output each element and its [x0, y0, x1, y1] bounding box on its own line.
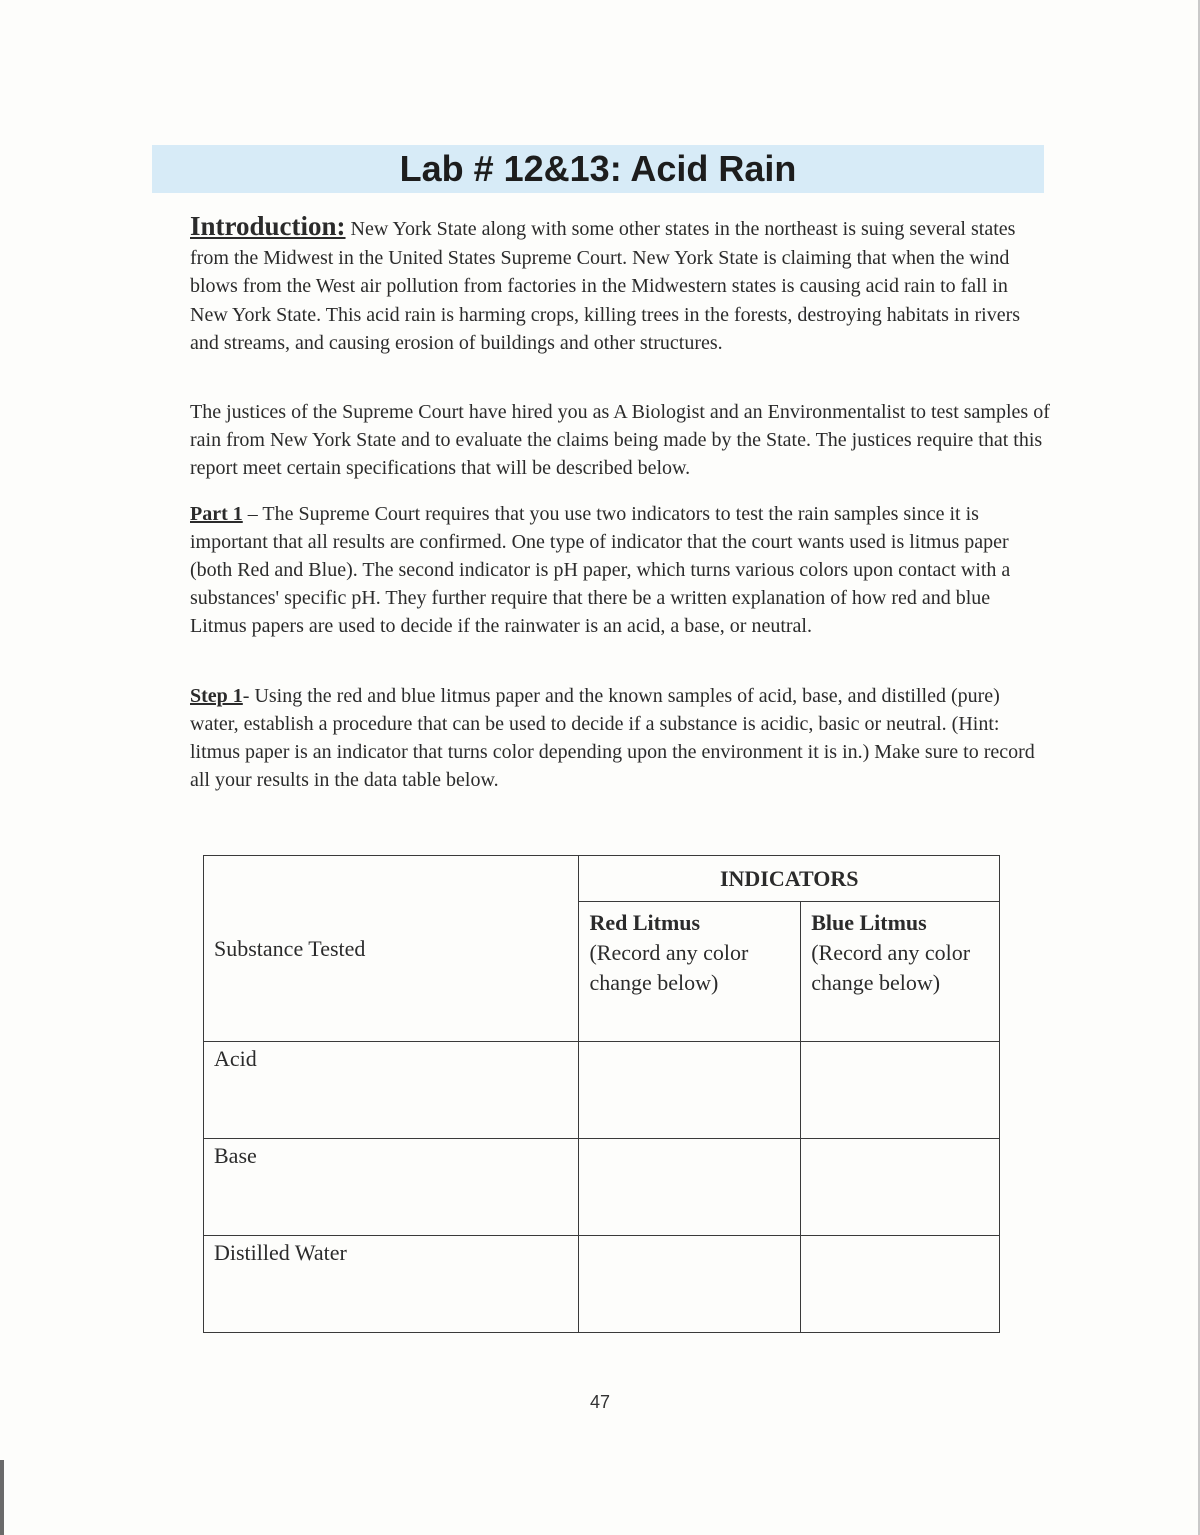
page-title: Lab # 12&13: Acid Rain [399, 148, 797, 189]
blue-litmus-header [801, 902, 1000, 1042]
red-litmus-note: (Record any color change below) [589, 940, 749, 995]
step1-text: - Using the red and blue litmus paper and the known samples of acid, base, and distilled (pure) water, establish a procedure that can be used to decide if a substance is acidic, basic or neutral. (Hint: litmus paper is an indicator that turns color depending upon the environment it is in.) Make sure to record all your results in the data table below. [190, 685, 1035, 791]
introduction-heading: Introduction: [190, 211, 346, 241]
part1-paragraph [190, 500, 1050, 640]
blue-litmus-title: Blue Litmus [811, 910, 927, 935]
introduction-paragraph [190, 212, 1050, 358]
justices-paragraph: The justices of the Supreme Court have hired you as A Biologist and an Environmentalist to test samples of rain from New York State and to evaluate the claims being made by the State. The justices require that this report meet certain specifications that will be described below. [190, 401, 1050, 479]
indicators-header: INDICATORS [579, 856, 1000, 902]
distilled-water-red-litmus-cell[interactable] [579, 1236, 801, 1333]
part1-label: Part 1 [190, 503, 243, 525]
results-data-table [203, 855, 1000, 1333]
red-litmus-title: Red Litmus [589, 910, 701, 935]
acid-red-litmus-cell[interactable] [579, 1042, 801, 1139]
table-row [204, 1236, 1000, 1333]
blue-litmus-note: (Record any color change below) [811, 940, 971, 995]
introduction-text: New York State along with some other states in the northeast is suing several states from the Midwest in the United States Supreme Court. New York State is claiming that when the wind blows from the West air pollution from factories in the Midwestern states is causing acid rain to fall in New York State. This acid rain is harming crops, killing trees in the forests, destroying habitats in rivers and streams, and causing erosion of buildings and other structures. [190, 218, 1021, 354]
table-row [204, 1139, 1000, 1236]
row-label-distilled-water: Distilled Water [204, 1236, 579, 1333]
substance-tested-header: Substance Tested [204, 856, 579, 1042]
red-litmus-header [579, 902, 801, 1042]
base-blue-litmus-cell[interactable] [801, 1139, 1000, 1236]
row-label-acid: Acid [204, 1042, 579, 1139]
scan-edge-left [0, 1460, 4, 1535]
part1-text: – The Supreme Court requires that you use two indicators to test the rain samples since it is important that all results are confirmed. One type of indicator that the court wants used is litmus paper (both Red and Blue). The second indicator is pH paper, which turns various colors upon contact with a substances' specific pH. They further require that there be a written explanation of how red and blue Litmus papers are used to decide if the rainwater is an acid, a base, or neutral. [190, 503, 1011, 637]
table-row [204, 1042, 1000, 1139]
page-number: 47 [589, 1392, 611, 1412]
base-red-litmus-cell[interactable] [579, 1139, 801, 1236]
title-banner [152, 145, 1044, 193]
row-label-base: Base [204, 1139, 579, 1236]
step1-label: Step 1 [190, 685, 243, 707]
acid-blue-litmus-cell[interactable] [801, 1042, 1000, 1139]
distilled-water-blue-litmus-cell[interactable] [801, 1236, 1000, 1333]
step1-paragraph [190, 682, 1050, 794]
